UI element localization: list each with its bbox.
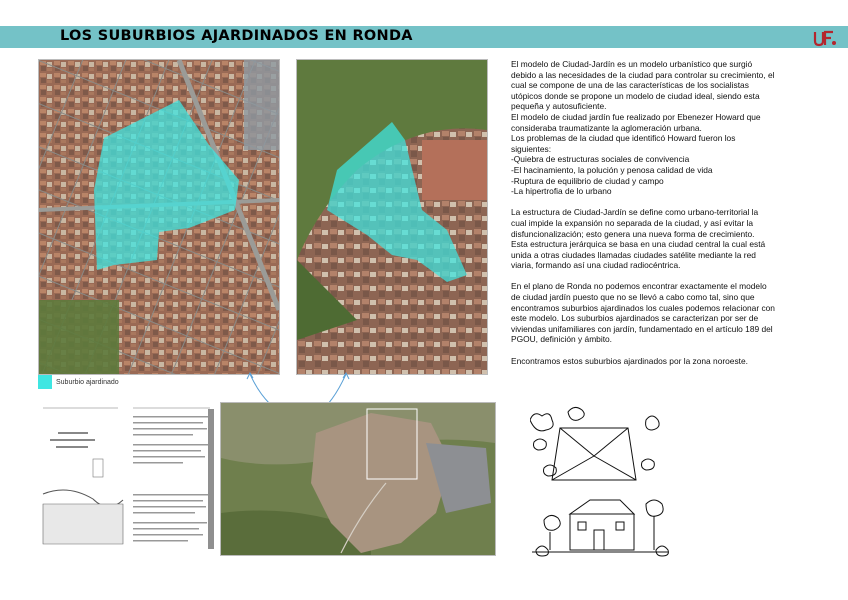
arrow-left-icon [244, 370, 274, 406]
garden-city-sketch [530, 404, 670, 558]
university-logo-icon [812, 28, 838, 48]
text-line: El modelo de ciudad jardín fue realizado por Ebenezer Howard que [511, 111, 761, 122]
text-line: de ciudad jardín puesto que no se llevó a cabo como tal, sino que [511, 292, 755, 303]
list-item: -Quiebra de estructuras sociales de convivencia [511, 154, 690, 165]
document-scan [38, 404, 216, 554]
text-line: PGOU, definición y ámbito. [511, 334, 613, 345]
arrow-right-icon [324, 370, 354, 406]
text-line: pequeña y autosuficiente. [511, 101, 607, 112]
text-line: cual impide la expansión no separada de la ciudad, y así evitar la [511, 217, 754, 228]
aerial-overview [220, 402, 496, 556]
paragraph-structure [509, 207, 805, 271]
paragraph-ronda [509, 281, 805, 345]
list-item: -La hipertrofia de lo urbano [511, 186, 612, 197]
paragraph-intro [509, 59, 805, 112]
text-line: este modelo. Los suburbios ajardinados se caracterizan por ser de [511, 313, 759, 324]
paragraph-howard [509, 112, 805, 133]
text-line: unida a otras ciudades llamadas ciudades satélite mediante la red [511, 249, 756, 260]
paragraph-conclusion [509, 356, 805, 367]
text-line: La estructura de Ciudad-Jardín se define como urbano-territorial la [511, 207, 759, 218]
paragraph-problems [509, 133, 805, 197]
text-line: encontramos suburbios ajardinados los cuales podemos relacionar con [511, 302, 775, 313]
text-line: utópicos donde se propone un modelo de ciudad ideal, siendo esta [511, 90, 760, 101]
text-line: siguientes: [511, 143, 552, 154]
legend-label: Suburbio ajardinado [56, 378, 119, 386]
text-line: disfuncionalización; esto genera una nueva forma de crecimiento. [511, 228, 755, 239]
legend [38, 375, 119, 389]
aerial-photo-left [38, 59, 280, 375]
text-line: debido a las necesidades de la ciudad para controlar su crecimiento, el [511, 69, 775, 80]
page-title: LOS SUBURBIOS AJARDINADOS EN RONDA [60, 28, 413, 44]
text-line: Los problemas de la ciudad que identificó Howard fueron los [511, 133, 736, 144]
list-item: -El hacinamiento, la polución y penosa calidad de vida [511, 164, 713, 175]
text-line: viaria, formando así una ciudad radiocéntrica. [511, 260, 681, 271]
text-line: El modelo de Ciudad-Jardín es un modelo urbanístico que surgió [511, 59, 753, 69]
text-line: En el plano de Ronda no podemos encontrar exactamente el modelo [511, 281, 767, 292]
text-line: cual se compone de una de las características de los socialistas [511, 80, 749, 91]
text-line: consideraba traumatizante la aglomeración urbana. [511, 122, 702, 133]
text-line: Esta estructura jerárquica se basa en una ciudad central la cual está [511, 239, 766, 250]
aerial-photo-right [296, 59, 488, 375]
text-column [509, 59, 805, 377]
text-line: viviendas unifamiliares con jardín, fundamentado en el artículo 189 del [511, 323, 773, 334]
legend-swatch [38, 375, 52, 389]
text-line: Encontramos estos suburbios ajardinados por la zona noroeste. [511, 355, 748, 366]
list-item: -Ruptura de equilibrio de ciudad y campo [511, 175, 664, 186]
